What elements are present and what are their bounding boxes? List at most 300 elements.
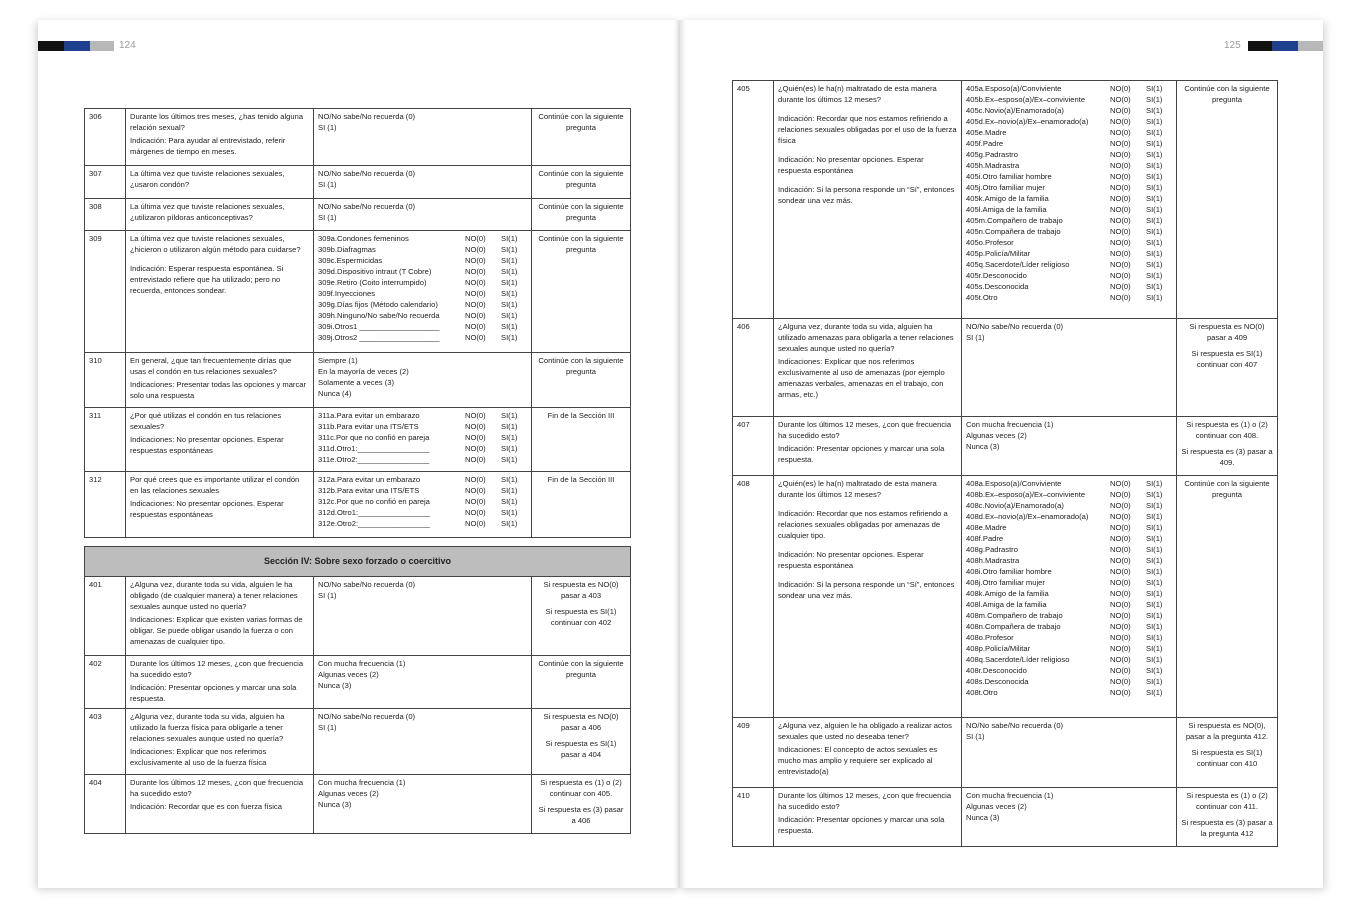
answer-option (966, 226, 1172, 237)
answer-option (966, 731, 1172, 742)
answer-yes-code: SI(1) (1146, 589, 1163, 598)
question-row (85, 472, 631, 538)
answer-option-label: 408q.Sacerdote/Líder religioso (966, 655, 1070, 664)
question-text (126, 199, 314, 231)
answer-no-code: NO(0) (465, 411, 486, 420)
answer-option (966, 332, 1172, 343)
answer-option-label: 309a.Condones femeninos (318, 234, 409, 243)
answer-option-label: 311c.Por que no confió en pareja (318, 433, 430, 442)
answer-option-label: 312c.Por que no confió en pareja (318, 497, 430, 506)
answer-no-code: NO(0) (1110, 512, 1131, 521)
answer-no-code: NO(0) (465, 300, 486, 309)
skip-instruction (532, 709, 631, 775)
skip-instruction (1177, 319, 1278, 417)
answer-option-label: 408k.Amigo de la familia (966, 589, 1049, 598)
answer-option-label: 408n.Compañera de trabajo (966, 622, 1061, 631)
answer-option-label: 309g.Días fijos (Método calendario) (318, 300, 438, 309)
question-number: 312 (85, 472, 126, 538)
answer-option (966, 270, 1172, 281)
question-row (85, 109, 631, 166)
answer-option-label: 408g.Padrastro (966, 545, 1018, 554)
answer-option (966, 566, 1172, 577)
answer-yes-code: SI(1) (501, 486, 518, 495)
answer-no-code: NO(0) (1110, 490, 1131, 499)
skip-instruction (532, 199, 631, 231)
answer-option (318, 233, 527, 244)
question-prompt: Durante los últimos tres meses, ¿has tenido alguna relación sexual? (130, 112, 304, 132)
answer-yes-code: SI(1) (1146, 194, 1163, 203)
answer-option (966, 94, 1172, 105)
answer-option (318, 711, 527, 722)
answer-option-label: NO/No sabe/No recuerda (0) (318, 202, 416, 211)
header-bar-blue-right (1272, 41, 1298, 51)
answer-yes-code: SI(1) (501, 508, 518, 517)
question-instruction: Indicación: Presentar opciones y marcar una sola respuesta. (778, 815, 945, 835)
answer-option-label: Con mucha frecuencia (1) (318, 659, 406, 668)
answer-yes-code: SI(1) (1146, 501, 1163, 510)
answer-option (966, 248, 1172, 259)
question-row (733, 788, 1278, 847)
answer-no-code: NO(0) (1110, 622, 1131, 631)
question-number: 309 (85, 231, 126, 353)
answer-option-label: Solamente a veces (3) (318, 378, 394, 387)
skip-instruction (532, 775, 631, 834)
answer-option (966, 511, 1172, 522)
answer-yes-code: SI(1) (1146, 666, 1163, 675)
answer-option-label: 405e.Madre (966, 128, 1007, 137)
skip-instruction (1177, 476, 1278, 718)
answer-option-label: 405p.Policía/Militar (966, 249, 1031, 258)
answer-yes-code: SI(1) (1146, 677, 1163, 686)
answer-option-label: 405h.Madrastra (966, 161, 1020, 170)
question-number: 408 (733, 476, 774, 718)
answer-option (318, 788, 527, 799)
answer-options (962, 81, 1177, 319)
answer-no-code: NO(0) (1110, 600, 1131, 609)
answer-options (314, 577, 532, 656)
answer-option (966, 419, 1172, 430)
skip-instruction-line: Continúe con la siguiente pregunta (538, 169, 624, 189)
answer-no-code: NO(0) (1110, 666, 1131, 675)
answer-yes-code: SI(1) (501, 311, 518, 320)
question-row (733, 417, 1278, 476)
answer-option (966, 790, 1172, 801)
answer-yes-code: SI(1) (501, 411, 518, 420)
answer-no-code: NO(0) (1110, 194, 1131, 203)
question-text (774, 718, 962, 788)
answer-no-code: NO(0) (465, 267, 486, 276)
answer-option-label: 405o.Profesor (966, 238, 1014, 247)
answer-option-label: 408a.Esposo(a)/Conviviente (966, 479, 1062, 488)
answer-yes-code: SI(1) (1146, 271, 1163, 280)
question-prompt: ¿Alguna vez, durante toda su vida, alguien ha utilizado amenazas para obligarla a tener relaciones sexuales aunque usted no quería? (778, 322, 954, 353)
header-bar-gray-right (1298, 41, 1323, 51)
answer-option-label: SI (1) (318, 591, 337, 600)
answer-no-code: NO(0) (1110, 249, 1131, 258)
answer-yes-code: SI(1) (1146, 567, 1163, 576)
answer-option-label: 408f.Padre (966, 534, 1004, 543)
answer-no-code: NO(0) (1110, 216, 1131, 225)
answer-yes-code: SI(1) (1146, 161, 1163, 170)
question-prompt: ¿Alguna vez, durante toda su vida, alguien ha utilizado la fuerza física para obligarle a tener relaciones sexuales aunque usted no quería? (130, 712, 285, 743)
question-prompt: Por qué crees que es importante utilizar el condón en las relaciones sexuales (130, 475, 300, 495)
answer-no-code: NO(0) (1110, 633, 1131, 642)
answer-option-label: Con mucha frecuencia (1) (966, 420, 1054, 429)
answer-option (318, 421, 527, 432)
answer-option-label: 312a.Para evitar un embarazo (318, 475, 421, 484)
answer-option-label: 309d.Dispositivo intraut (T Cobre) (318, 267, 432, 276)
answer-option (318, 507, 527, 518)
answer-no-code: NO(0) (465, 322, 486, 331)
question-number: 306 (85, 109, 126, 166)
answer-option-label: 312b.Para evitar una ITS/ETS (318, 486, 420, 495)
answer-option-label: 408c.Novio(a)/Enamorado(a) (966, 501, 1064, 510)
question-row (85, 775, 631, 834)
answer-option-label: NO/No sabe/No recuerda (0) (966, 721, 1064, 730)
answer-option-label: 405j.Otro familiar mujer (966, 183, 1045, 192)
answer-no-code: NO(0) (465, 433, 486, 442)
answer-yes-code: SI(1) (1146, 84, 1163, 93)
question-instruction: Indicaciones: Explicar que nos referimos exclusivamente al uso de la fuerza física (130, 747, 267, 767)
questionnaire-table-section-3 (84, 108, 631, 538)
answer-option (318, 288, 527, 299)
answer-option-label: 408r.Desconocido (966, 666, 1027, 675)
skip-instruction (532, 166, 631, 199)
question-text (126, 353, 314, 408)
answer-option (318, 443, 527, 454)
question-instruction: Indicación: Recordar que es con fuerza física (130, 802, 282, 811)
answer-option-label: 405f.Padre (966, 139, 1004, 148)
answer-option-label: 408t.Otro (966, 688, 998, 697)
answer-yes-code: SI(1) (1146, 523, 1163, 532)
question-row (733, 476, 1278, 718)
answer-no-code: NO(0) (1110, 655, 1131, 664)
answer-yes-code: SI(1) (1146, 172, 1163, 181)
answer-no-code: NO(0) (1110, 161, 1131, 170)
question-text (126, 656, 314, 709)
answer-yes-code: SI(1) (1146, 479, 1163, 488)
answer-option-label: SI (1) (318, 180, 337, 189)
answer-no-code: NO(0) (1110, 205, 1131, 214)
answer-option (966, 801, 1172, 812)
answer-option-label: Con mucha frecuencia (1) (318, 778, 406, 787)
answer-no-code: NO(0) (465, 475, 486, 484)
skip-instruction-line: Si respuesta es (1) o (2) continuar con 405. (540, 778, 622, 798)
question-text (774, 81, 962, 319)
answer-options (314, 109, 532, 166)
answer-yes-code: SI(1) (1146, 578, 1163, 587)
answer-option-label: 408m.Compañero de trabajo (966, 611, 1063, 620)
question-prompt: Durante los últimos 12 meses, ¿con que frecuencia ha sucedido esto? (778, 791, 952, 811)
question-row (85, 199, 631, 231)
question-prompt: Durante los últimos 12 meses, ¿con que frecuencia ha sucedido esto? (130, 659, 304, 679)
answer-yes-code: SI(1) (501, 433, 518, 442)
answer-no-code: NO(0) (1110, 95, 1131, 104)
skip-instruction-line: Si respuesta es (3) pasar a la pregunta 412 (1181, 818, 1273, 838)
answer-option (966, 105, 1172, 116)
skip-instruction-line: Si respuesta es (1) o (2) continuar con 411. (1186, 791, 1268, 811)
header-bar-gray-left (90, 41, 114, 51)
answer-option (966, 193, 1172, 204)
header-bar-black-left (38, 41, 64, 51)
answer-option (318, 579, 527, 590)
answer-option (318, 168, 527, 179)
answer-option-label: 311e.Otro2:_________________ (318, 455, 430, 464)
answer-no-code: NO(0) (1110, 677, 1131, 686)
question-text (126, 408, 314, 472)
header-bar-blue-left (64, 41, 90, 51)
answer-option-label: 309c.Espermicidas (318, 256, 383, 265)
answer-yes-code: SI(1) (501, 422, 518, 431)
question-row (85, 166, 631, 199)
question-text (126, 109, 314, 166)
answer-yes-code: SI(1) (1146, 227, 1163, 236)
answer-option (966, 500, 1172, 511)
answer-option-label: NO/No sabe/No recuerda (0) (318, 112, 416, 121)
question-text (126, 231, 314, 353)
answer-option (966, 321, 1172, 332)
answer-option-label: 408e.Madre (966, 523, 1007, 532)
answer-yes-code: SI(1) (501, 455, 518, 464)
answer-option (318, 366, 527, 377)
question-instruction: Indicaciones: Explicar que existen varias formas de obligar. Se puede obligar usando la fuerza o con amenazas de cualquier tipo. (130, 615, 303, 646)
answer-option (966, 441, 1172, 452)
skip-instruction (532, 353, 631, 408)
question-number: 404 (85, 775, 126, 834)
question-text (126, 577, 314, 656)
answer-option-label: NO/No sabe/No recuerda (0) (318, 712, 416, 721)
answer-yes-code: SI(1) (1146, 249, 1163, 258)
answer-no-code: NO(0) (1110, 293, 1131, 302)
answer-option (966, 116, 1172, 127)
page-number-left: 124 (119, 40, 136, 51)
answer-option-label: 408h.Madrastra (966, 556, 1020, 565)
question-instruction: Indicaciones: No presentar opciones. Esperar respuestas espontáneas (130, 499, 284, 519)
question-instruction: Indicación: Para ayudar al entrevistado, referir márgenes de tiempo en meses. (130, 136, 286, 156)
question-prompt: ¿Quién(es) le ha(n) maltratado de esta manera durante los últimos 12 meses? (778, 84, 937, 104)
answer-option-label: Algunas veces (2) (966, 802, 1027, 811)
skip-instruction-line: Continúe con la siguiente pregunta (1184, 479, 1270, 499)
skip-instruction-line: Si respuesta es SI(1) pasar a 404 (545, 739, 617, 759)
answer-options (314, 472, 532, 538)
answer-option (966, 610, 1172, 621)
answer-option (966, 812, 1172, 823)
question-row (733, 319, 1278, 417)
question-text (126, 472, 314, 538)
answer-yes-code: SI(1) (1146, 512, 1163, 521)
answer-option (318, 266, 527, 277)
answer-option-label: SI (1) (318, 123, 337, 132)
question-instruction: Indicación: Esperar respuesta espontánea. Si entrevistado refiere que ha utilizado; pero no recuerda, entonces sondear. (130, 264, 284, 295)
book-gutter (674, 20, 686, 888)
question-instruction: Indicación: Recordar que nos estamos refiriendo a relaciones sexuales obligadas por amenazas de cualquier tipo. (778, 509, 948, 540)
answer-yes-code: SI(1) (1146, 106, 1163, 115)
answer-option (966, 489, 1172, 500)
skip-instruction-line: Continúe con la siguiente pregunta (1184, 84, 1270, 104)
answer-option (966, 555, 1172, 566)
questionnaire-table-section-4 (84, 546, 631, 834)
skip-instruction (532, 109, 631, 166)
answer-yes-code: SI(1) (1146, 183, 1163, 192)
skip-instruction-line: Si respuesta es NO(0) pasar a 406 (543, 712, 619, 732)
question-number: 310 (85, 353, 126, 408)
answer-yes-code: SI(1) (1146, 622, 1163, 631)
answer-option (318, 474, 527, 485)
question-text (126, 709, 314, 775)
question-instruction: Indicación: Presentar opciones y marcar una sola respuesta. (778, 444, 945, 464)
answer-option (318, 485, 527, 496)
answer-yes-code: SI(1) (1146, 293, 1163, 302)
answer-yes-code: SI(1) (1146, 117, 1163, 126)
answer-no-code: NO(0) (465, 422, 486, 431)
answer-option-label: 309i.Otros1 ___________________ (318, 322, 440, 331)
answer-no-code: NO(0) (1110, 150, 1131, 159)
answer-option-label: SI (1) (966, 333, 985, 342)
answer-option (966, 127, 1172, 138)
answer-no-code: NO(0) (1110, 688, 1131, 697)
answer-option (966, 83, 1172, 94)
answer-no-code: NO(0) (465, 234, 486, 243)
question-row (85, 231, 631, 353)
skip-instruction (532, 408, 631, 472)
answer-option-label: 405k.Amigo de la familia (966, 194, 1049, 203)
question-prompt: La última vez que tuviste relaciones sexuales, ¿usaron condón? (130, 169, 285, 189)
answer-option (318, 410, 527, 421)
skip-instruction (532, 231, 631, 353)
answer-option-label: 405c.Novio(a)/Enamorado(a) (966, 106, 1064, 115)
answer-yes-code: SI(1) (1146, 633, 1163, 642)
answer-option (966, 588, 1172, 599)
answer-no-code: NO(0) (1110, 238, 1131, 247)
answer-no-code: NO(0) (1110, 534, 1131, 543)
answer-no-code: NO(0) (1110, 644, 1131, 653)
question-number: 406 (733, 319, 774, 417)
answer-yes-code: SI(1) (501, 256, 518, 265)
answer-no-code: NO(0) (465, 256, 486, 265)
answer-yes-code: SI(1) (1146, 644, 1163, 653)
question-number: 402 (85, 656, 126, 709)
answer-option (966, 687, 1172, 698)
answer-yes-code: SI(1) (1146, 490, 1163, 499)
question-number: 407 (733, 417, 774, 476)
skip-instruction (532, 656, 631, 709)
question-prompt: En general, ¿que tan frecuentemente dirías que usas el condón en tus relaciones sexuales? (130, 356, 292, 376)
answer-option (966, 182, 1172, 193)
skip-instruction-line: Fin de la Sección III (547, 411, 615, 420)
question-instruction: Indicación: Si la persona responde un “Sí”, entonces sondear una vez más. (778, 580, 955, 600)
question-prompt: La última vez que tuviste relaciones sexuales, ¿hicieron o utilizaron algún método para cuidarse? (130, 234, 301, 254)
question-prompt: Durante los últimos 12 meses, ¿con que frecuencia ha sucedido esto? (130, 778, 304, 798)
header-bar-black-right (1248, 41, 1272, 51)
answer-option-label: 312d.Otro1:_________________ (318, 508, 430, 517)
answer-yes-code: SI(1) (1146, 534, 1163, 543)
skip-instruction (532, 472, 631, 538)
answer-option-label: 311d.Otro1:_________________ (318, 444, 430, 453)
answer-yes-code: SI(1) (1146, 611, 1163, 620)
answer-no-code: NO(0) (465, 508, 486, 517)
answer-option-label: 405q.Sacerdote/Líder religioso (966, 260, 1070, 269)
answer-option-label: NO/No sabe/No recuerda (0) (318, 580, 416, 589)
skip-instruction (1177, 718, 1278, 788)
answer-yes-code: SI(1) (1146, 205, 1163, 214)
answer-option (966, 599, 1172, 610)
answer-option (966, 259, 1172, 270)
page-number-right: 125 (1224, 40, 1241, 51)
skip-instruction-line: Si respuesta es SI(1) continuar con 407 (1191, 349, 1263, 369)
answer-option (966, 654, 1172, 665)
answer-yes-code: SI(1) (501, 289, 518, 298)
answer-yes-code: SI(1) (501, 322, 518, 331)
skip-instruction-line: Si respuesta es (3) pasar a 409. (1181, 447, 1273, 467)
question-text (126, 166, 314, 199)
answer-option-label: 408l.Amiga de la familia (966, 600, 1047, 609)
answer-option-label: Nunca (4) (318, 389, 352, 398)
answer-options (314, 775, 532, 834)
answer-yes-code: SI(1) (1146, 238, 1163, 247)
answer-yes-code: SI(1) (501, 234, 518, 243)
answer-option-label: 408j.Otro familiar mujer (966, 578, 1045, 587)
answer-option-label: 405r.Desconocido (966, 271, 1027, 280)
answer-option (966, 237, 1172, 248)
answer-no-code: NO(0) (1110, 271, 1131, 280)
answer-option-label: SI (1) (318, 723, 337, 732)
answer-options (962, 788, 1177, 847)
skip-instruction-line: Continúe con la siguiente pregunta (538, 659, 624, 679)
answer-option-label: 405g.Padrastro (966, 150, 1018, 159)
answer-yes-code: SI(1) (501, 245, 518, 254)
answer-option-label: 309j.Otros2 ___________________ (318, 333, 440, 342)
question-number: 401 (85, 577, 126, 656)
answer-options (962, 319, 1177, 417)
answer-options (314, 166, 532, 199)
answer-option-label: SI (1) (966, 732, 985, 741)
answer-option-label: 309f.Inyecciones (318, 289, 375, 298)
skip-instruction-line: Continúe con la siguiente pregunta (538, 234, 624, 254)
answer-option-label: 408o.Profesor (966, 633, 1014, 642)
answer-option-label: 405b.Ex–esposo(a)/Ex–conviviente (966, 95, 1086, 104)
skip-instruction-line: Continúe con la siguiente pregunta (538, 112, 624, 132)
question-prompt: ¿Alguna vez, alguien le ha obligado a realizar actos sexuales que usted no deseaba tener? (778, 721, 952, 741)
answer-yes-code: SI(1) (1146, 655, 1163, 664)
answer-option (966, 522, 1172, 533)
answer-option-label: SI (1) (318, 213, 337, 222)
answer-option-label: 311b.Para evitar una ITS/ETS (318, 422, 419, 431)
answer-option-label: 405s.Desconocida (966, 282, 1029, 291)
answer-option (966, 533, 1172, 544)
answer-no-code: NO(0) (1110, 128, 1131, 137)
answer-no-code: NO(0) (1110, 611, 1131, 620)
question-instruction: Indicaciones: El concepto de actos sexuales es mucho mas amplio y requiere ser explicado al entrevistado(a) (778, 745, 938, 776)
answer-option-label: Nunca (3) (318, 800, 352, 809)
answer-option-label: Con mucha frecuencia (1) (966, 791, 1054, 800)
answer-option (966, 138, 1172, 149)
answer-yes-code: SI(1) (501, 278, 518, 287)
answer-no-code: NO(0) (465, 455, 486, 464)
answer-no-code: NO(0) (465, 519, 486, 528)
skip-instruction-line: Si respuesta es NO(0) pasar a 409 (1189, 322, 1265, 342)
answer-option (318, 777, 527, 788)
answer-option (318, 255, 527, 266)
answer-option (318, 299, 527, 310)
answer-option-label: NO/No sabe/No recuerda (0) (966, 322, 1064, 331)
answer-option-label: 408i.Otro familiar hombre (966, 567, 1052, 576)
question-row (85, 656, 631, 709)
answer-option (966, 171, 1172, 182)
answer-option (966, 478, 1172, 489)
answer-option-label: Nunca (3) (318, 681, 352, 690)
question-instruction: Indicación: No presentar opciones. Esperar respuesta espontánea (778, 155, 924, 175)
answer-option (966, 577, 1172, 588)
